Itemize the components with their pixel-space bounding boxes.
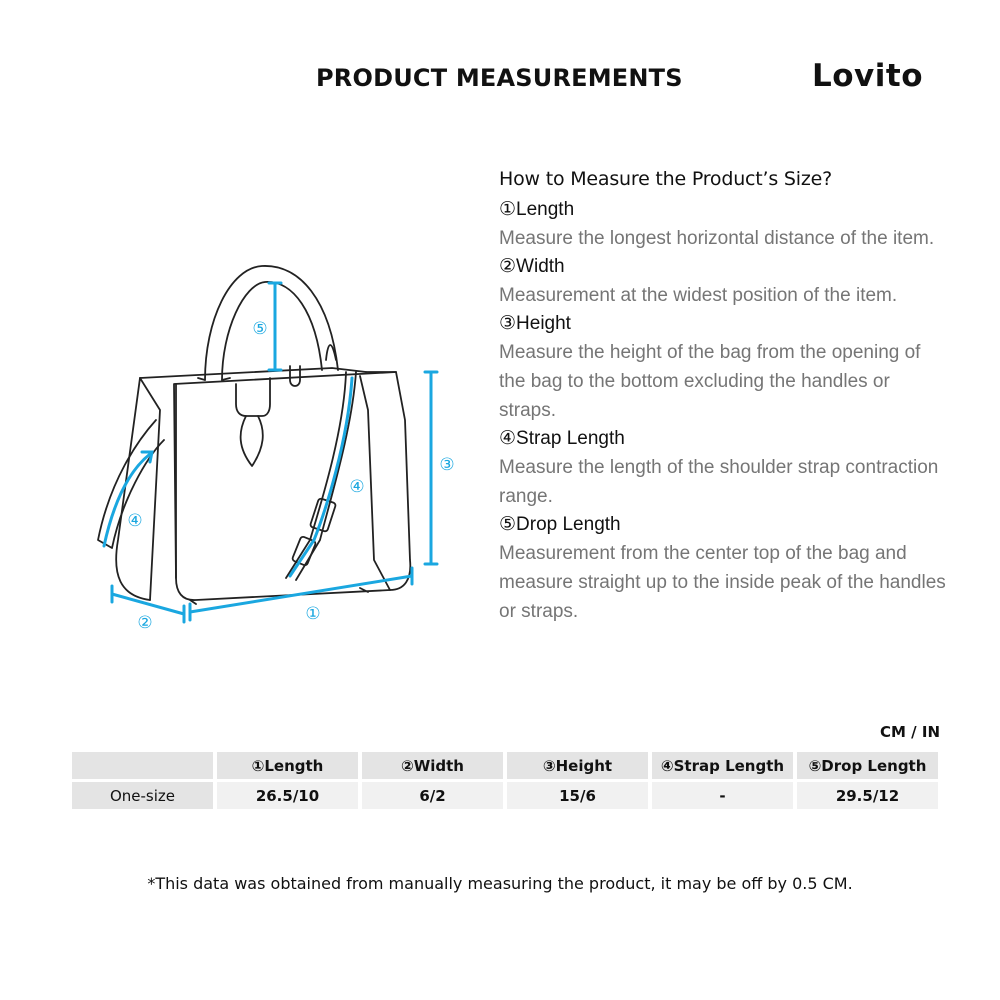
strap-label-right: ④ <box>349 477 365 497</box>
table-row-label: One-size <box>72 782 213 809</box>
guide-item-desc: Measure the length of the shoulder strap contraction range. <box>499 457 939 507</box>
table-header-cell: ④Strap Length <box>652 752 793 779</box>
table-cell: 26.5/10 <box>217 782 358 809</box>
brand-logo: Lovito <box>812 58 924 94</box>
width-line <box>112 594 184 614</box>
table-row <box>72 782 938 809</box>
strap-label-left: ④ <box>127 511 143 531</box>
height-label: ③ <box>439 455 455 475</box>
table-cell: - <box>652 782 793 809</box>
guide-item-width <box>499 253 959 310</box>
guide-item-strap-length <box>499 425 959 511</box>
table-header-cell: ③Height <box>507 752 648 779</box>
guide-item-label: ④Strap Length <box>499 428 625 449</box>
bag-outline <box>98 266 410 604</box>
guide-item-label: ⑤Drop Length <box>499 514 621 535</box>
length-line <box>190 576 412 612</box>
guide-item-desc: Measurement from the center top of the bag and measure straight up to the inside peak of the handles or straps. <box>499 543 946 622</box>
length-label: ① <box>305 604 321 624</box>
guide-heading: How to Measure the Product’s Size? <box>499 168 833 190</box>
table-cell: 15/6 <box>507 782 648 809</box>
measurement-guide <box>499 168 959 626</box>
table-header-cell <box>72 752 213 779</box>
table-header-row <box>72 752 938 779</box>
units-label: CM / IN <box>880 723 940 741</box>
bag-measurement-diagram <box>80 260 480 640</box>
guide-item-height <box>499 310 959 425</box>
table-header-cell: ①Length <box>217 752 358 779</box>
table-cell: 29.5/12 <box>797 782 938 809</box>
table-header-cell: ⑤Drop Length <box>797 752 938 779</box>
size-table <box>68 749 942 812</box>
guide-item-desc: Measurement at the widest position of the item. <box>499 285 898 306</box>
guide-item-drop-length <box>499 511 959 626</box>
table-header-cell: ②Width <box>362 752 503 779</box>
footnote: *This data was obtained from manually measuring the product, it may be off by 0.5 CM. <box>147 874 853 893</box>
guide-item-label: ③Height <box>499 313 571 334</box>
drop-label: ⑤ <box>252 319 268 339</box>
guide-item-label: ②Width <box>499 256 565 277</box>
width-label: ② <box>137 613 153 633</box>
guide-item-desc: Measure the longest horizontal distance of the item. <box>499 228 935 249</box>
guide-item-label: ①Length <box>499 199 575 220</box>
guide-item-desc: Measure the height of the bag from the opening of the bag to the bottom excluding the handles or straps. <box>499 342 921 421</box>
page-title: PRODUCT MEASUREMENTS <box>316 64 683 92</box>
table-cell: 6/2 <box>362 782 503 809</box>
guide-item-length <box>499 196 959 253</box>
